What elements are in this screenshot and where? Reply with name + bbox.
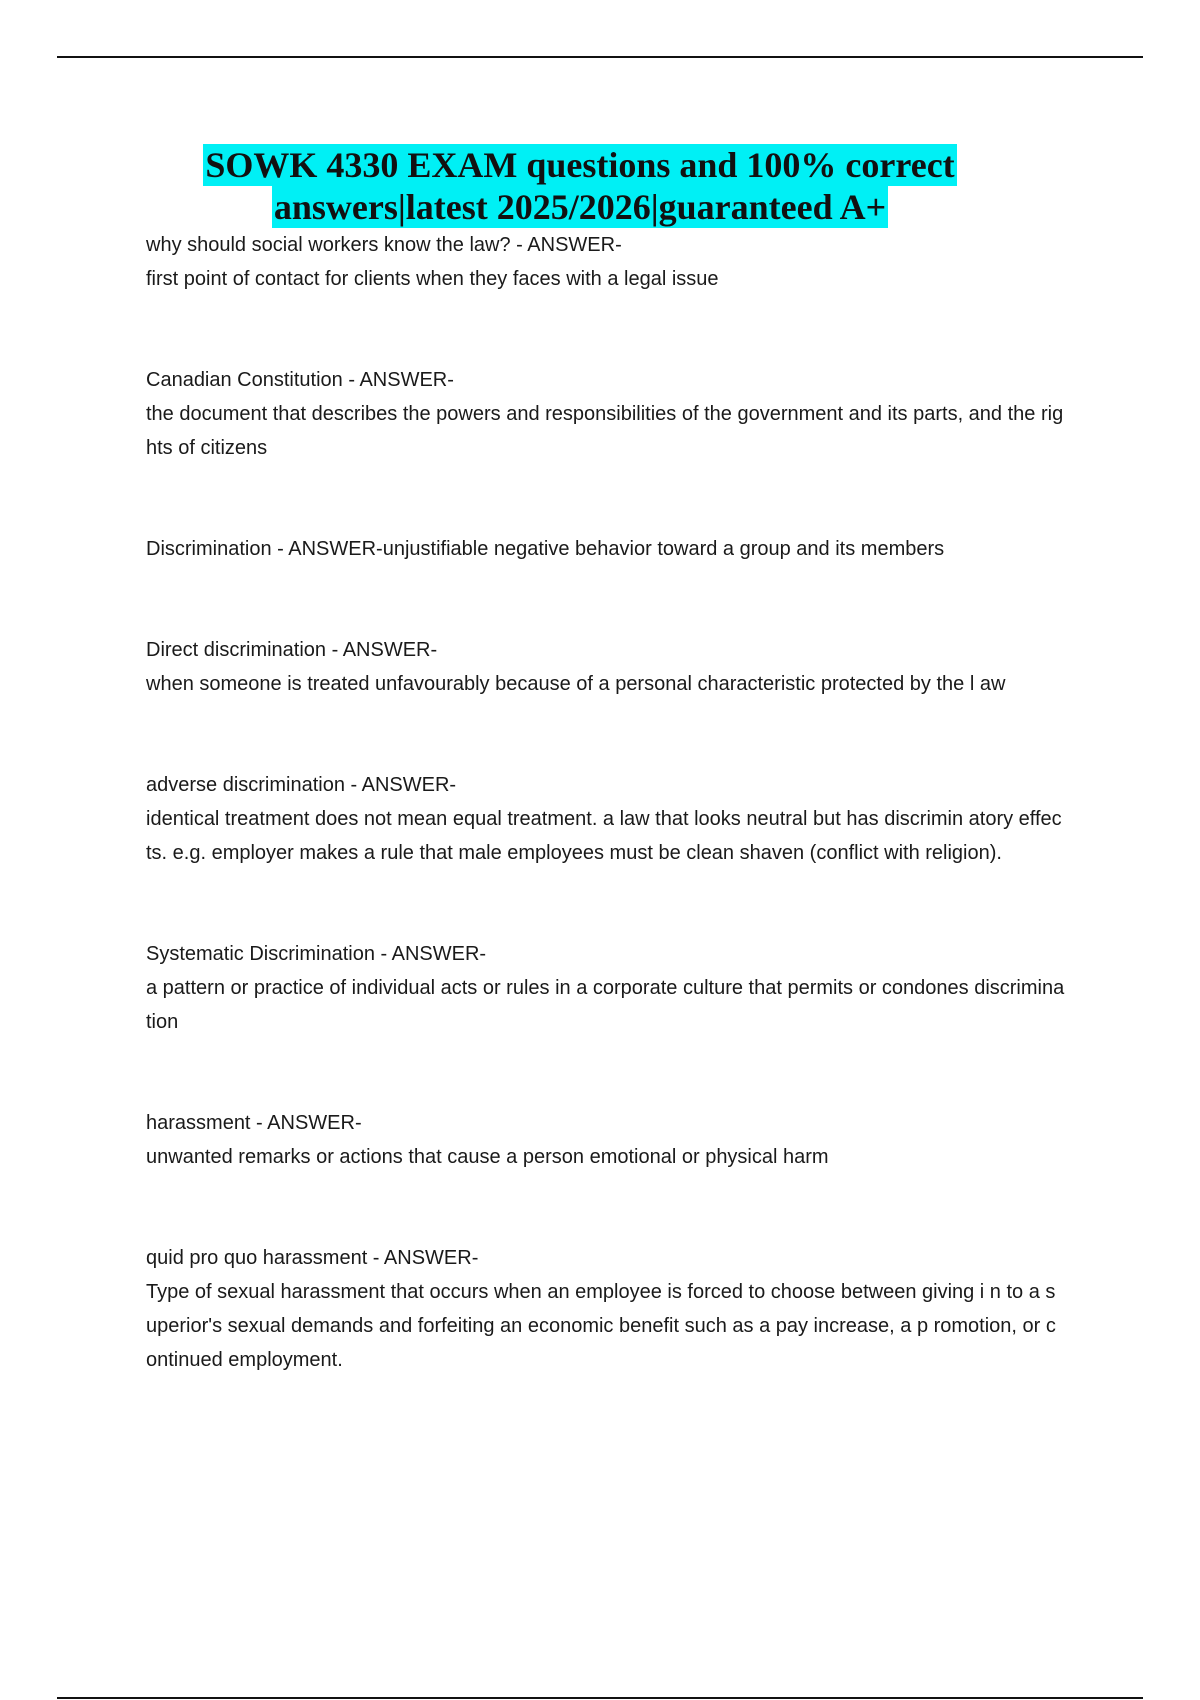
title-line-2: answers|latest 2025/2026|guaranteed A+ bbox=[273, 187, 887, 227]
qa-list bbox=[146, 228, 1066, 1377]
question-text: adverse discrimination - ANSWER- bbox=[146, 774, 457, 796]
answer-text: identical treatment does not mean equal treatment. a law that looks neutral but has discrimin atory effects. e.g. employer makes a rule that male employees must be clean shaven (conflict with religion). bbox=[146, 808, 1062, 864]
question-text: Canadian Constitution - ANSWER- bbox=[146, 369, 454, 391]
title-line-1: SOWK 4330 EXAM questions and 100% correct bbox=[205, 145, 955, 185]
qa-entry bbox=[146, 937, 1066, 1039]
qa-entry bbox=[146, 1241, 1066, 1377]
document-title bbox=[100, 144, 1060, 228]
question-text: Systematic Discrimination - ANSWER- bbox=[146, 943, 487, 965]
qa-entry bbox=[146, 228, 1066, 296]
answer-text: when someone is treated unfavourably because of a personal characteristic protected by the l aw bbox=[146, 673, 1006, 695]
question-text: Direct discrimination - ANSWER- bbox=[146, 639, 438, 661]
bottom-divider bbox=[57, 1697, 1143, 1699]
qa-entry bbox=[146, 532, 1066, 566]
top-divider bbox=[57, 56, 1143, 58]
answer-text: the document that describes the powers and responsibilities of the government and its parts, and the rights of citizens bbox=[146, 403, 1064, 459]
question-text: Discrimination - ANSWER-unjustifiable negative behavior toward a group and its members bbox=[146, 538, 945, 560]
question-text: quid pro quo harassment - ANSWER- bbox=[146, 1247, 479, 1269]
question-text: why should social workers know the law? - ANSWER- bbox=[146, 234, 622, 256]
question-text: harassment - ANSWER- bbox=[146, 1112, 362, 1134]
answer-text: a pattern or practice of individual acts or rules in a corporate culture that permits or condones discrimination bbox=[146, 977, 1065, 1033]
qa-entry bbox=[146, 1106, 1066, 1174]
qa-entry bbox=[146, 363, 1066, 465]
qa-entry bbox=[146, 633, 1066, 701]
answer-text: first point of contact for clients when they faces with a legal issue bbox=[146, 268, 719, 290]
qa-entry bbox=[146, 768, 1066, 870]
answer-text: Type of sexual harassment that occurs when an employee is forced to choose between giving i n to a superior's sexual demands and forfeiting an economic benefit such as a pay increase, a p romotion, or continued employment. bbox=[146, 1281, 1056, 1371]
answer-text: unwanted remarks or actions that cause a person emotional or physical harm bbox=[146, 1146, 829, 1168]
